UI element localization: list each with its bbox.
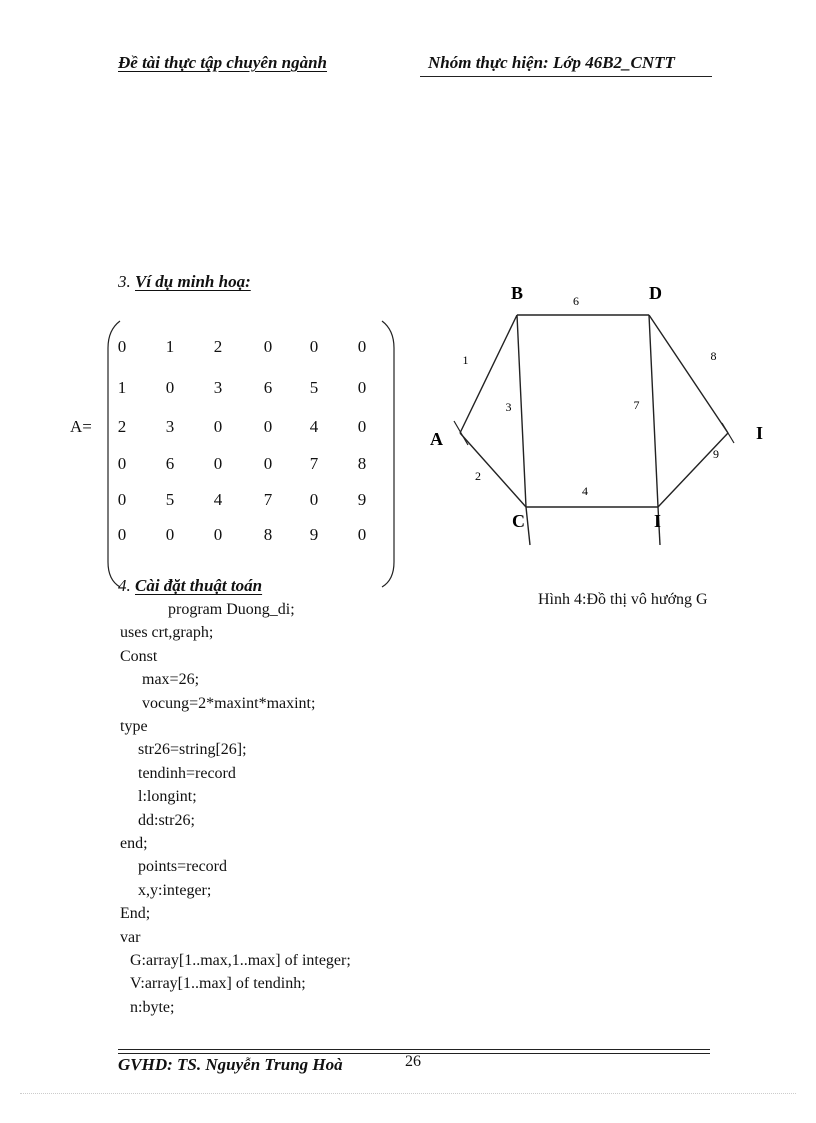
code-line: l:longint; [138,788,197,806]
code-line: str26=string[26]; [138,741,247,759]
code-line: max=26; [142,671,200,689]
header-title: Đề tài thực tập chuyên ngành [118,53,328,72]
code-line: var [120,928,141,946]
matrix-cell-r3-c3: 0 [213,417,223,436]
edge-weight-D-F: 7 [633,398,640,412]
matrix-cell-r1-c6: 0 [357,337,367,356]
matrix-cell-r1-c5: 0 [309,337,319,356]
vertex-label-E: I [756,423,764,443]
matrix-cell-r3-c5: 4 [309,417,319,436]
matrix-cell-r5-c1: 0 [117,490,127,509]
edge-weight-C-F: 4 [582,484,588,498]
graph-vertex-crosses [454,421,734,445]
section-3-title: Ví dụ minh hoạ: [135,272,251,291]
matrix-cell-r4-c2: 6 [165,454,175,473]
matrix-cell-r5-c4: 7 [263,490,273,509]
graph-edges [460,315,728,545]
edge-D-E [649,315,728,433]
matrix-cell-r2-c3: 3 [213,378,223,397]
matrix-cell-r2-c1: 1 [117,378,127,397]
code-line: end; [120,835,148,852]
matrix-cell-r6-c1: 0 [117,525,127,544]
matrix-cell-r6-c4: 8 [263,525,273,544]
section-3-heading [118,272,251,292]
code-line: type [120,718,148,735]
matrix-cell-r1-c3: 2 [213,337,223,356]
header-rule [420,76,712,77]
vertex-label-D: D [649,285,662,303]
matrix-cell-r3-c6: 0 [357,417,367,436]
vertex-label-A: A [430,429,443,449]
vertex-tail-C [526,507,530,545]
code-line: G:array[1..max,1..max] of integer; [130,952,351,969]
graph-vertex-labels [430,285,763,531]
vertex-label-F: I [654,511,662,531]
edge-weight-F-E: 9 [713,447,719,461]
matrix-cell-r6-c2: 0 [165,525,175,544]
matrix-cell-r4-c1: 0 [117,454,127,473]
figure-caption: Hình 4:Đồ thị vô hướng G [538,591,708,608]
matrix-cell-r3-c4: 0 [263,417,273,436]
matrix-cell-r6-c3: 0 [213,525,223,544]
matrix-right-bracket [382,321,394,587]
matrix-cell-r2-c5: 5 [309,378,319,397]
vertex-label-B: B [511,285,524,303]
edge-weight-B-C: 3 [505,400,512,414]
code-line: vocung=2*maxint*maxint; [142,694,316,712]
code-line: V:array[1..max] of tendinh; [130,975,306,993]
page-bottom-border [20,1093,796,1094]
footer-rule-top [118,1049,710,1050]
edge-A-C [460,433,526,507]
edge-weight-A-C: 2 [475,469,481,483]
code-line: points=record [138,858,227,876]
matrix-cell-r1-c2: 1 [165,337,175,356]
code-line: program Duong_di; [168,601,295,618]
matrix-cell-r5-c3: 4 [213,490,223,509]
footer-supervisor: GVHD: TS. Nguyễn Trung Hoà [118,1055,343,1074]
code-line: x,y:integer; [138,881,212,899]
matrix-cell-r3-c2: 3 [165,417,175,436]
matrix-cell-r2-c2: 0 [165,378,175,397]
matrix-cell-r4-c6: 8 [357,454,367,473]
matrix-label: A= [70,417,92,436]
matrix-cell-r4-c4: 0 [263,454,273,473]
code-line: dd:str26; [138,811,195,829]
matrix-cell-r1-c4: 0 [263,337,273,356]
matrix-cell-r5-c2: 5 [165,490,175,509]
vertex-label-C: C [512,511,525,531]
matrix-cell-r1-c1: 0 [117,337,127,356]
edge-weight-A-B: 1 [462,353,469,367]
matrix-cell-r3-c1: 2 [117,417,127,436]
edge-weight-D-E: 8 [710,349,717,363]
section-4-title: Cài đặt thuật toán [135,576,263,595]
graph-edge-labels [463,294,720,498]
edge-D-F [649,315,658,507]
matrix-cell-r4-c5: 7 [309,454,319,473]
code-line: tendinh=record [138,764,236,782]
page-number: 26 [405,1053,421,1070]
code-line: uses crt,graph; [120,624,214,642]
section-3-number: 3. [118,272,131,291]
edge-A-B [460,315,517,433]
matrix-cell-r6-c6: 0 [357,525,367,544]
matrix-cell-r4-c3: 0 [213,454,223,473]
matrix-cell-r2-c6: 0 [357,378,367,397]
matrix-cell-r2-c4: 6 [263,378,273,397]
code-line: n:byte; [130,998,175,1016]
section-4-number: 4. [118,576,131,595]
header-group: Nhóm thực hiện: Lớp 46B2_CNTT [428,53,675,72]
matrix-cell-r5-c6: 9 [357,490,367,509]
edge-F-E [658,433,728,507]
vertex-cross-E [722,423,734,443]
code-line: End; [120,905,151,923]
graph-figure [420,285,780,560]
code-line: Const [120,647,158,665]
section-4-heading [118,576,262,596]
vertex-cross-A [454,421,468,445]
edge-weight-B-D: 6 [573,294,579,308]
edge-B-C [517,315,526,507]
matrix-cell-r5-c5: 0 [309,490,319,509]
matrix-cell-r6-c5: 9 [309,525,319,544]
